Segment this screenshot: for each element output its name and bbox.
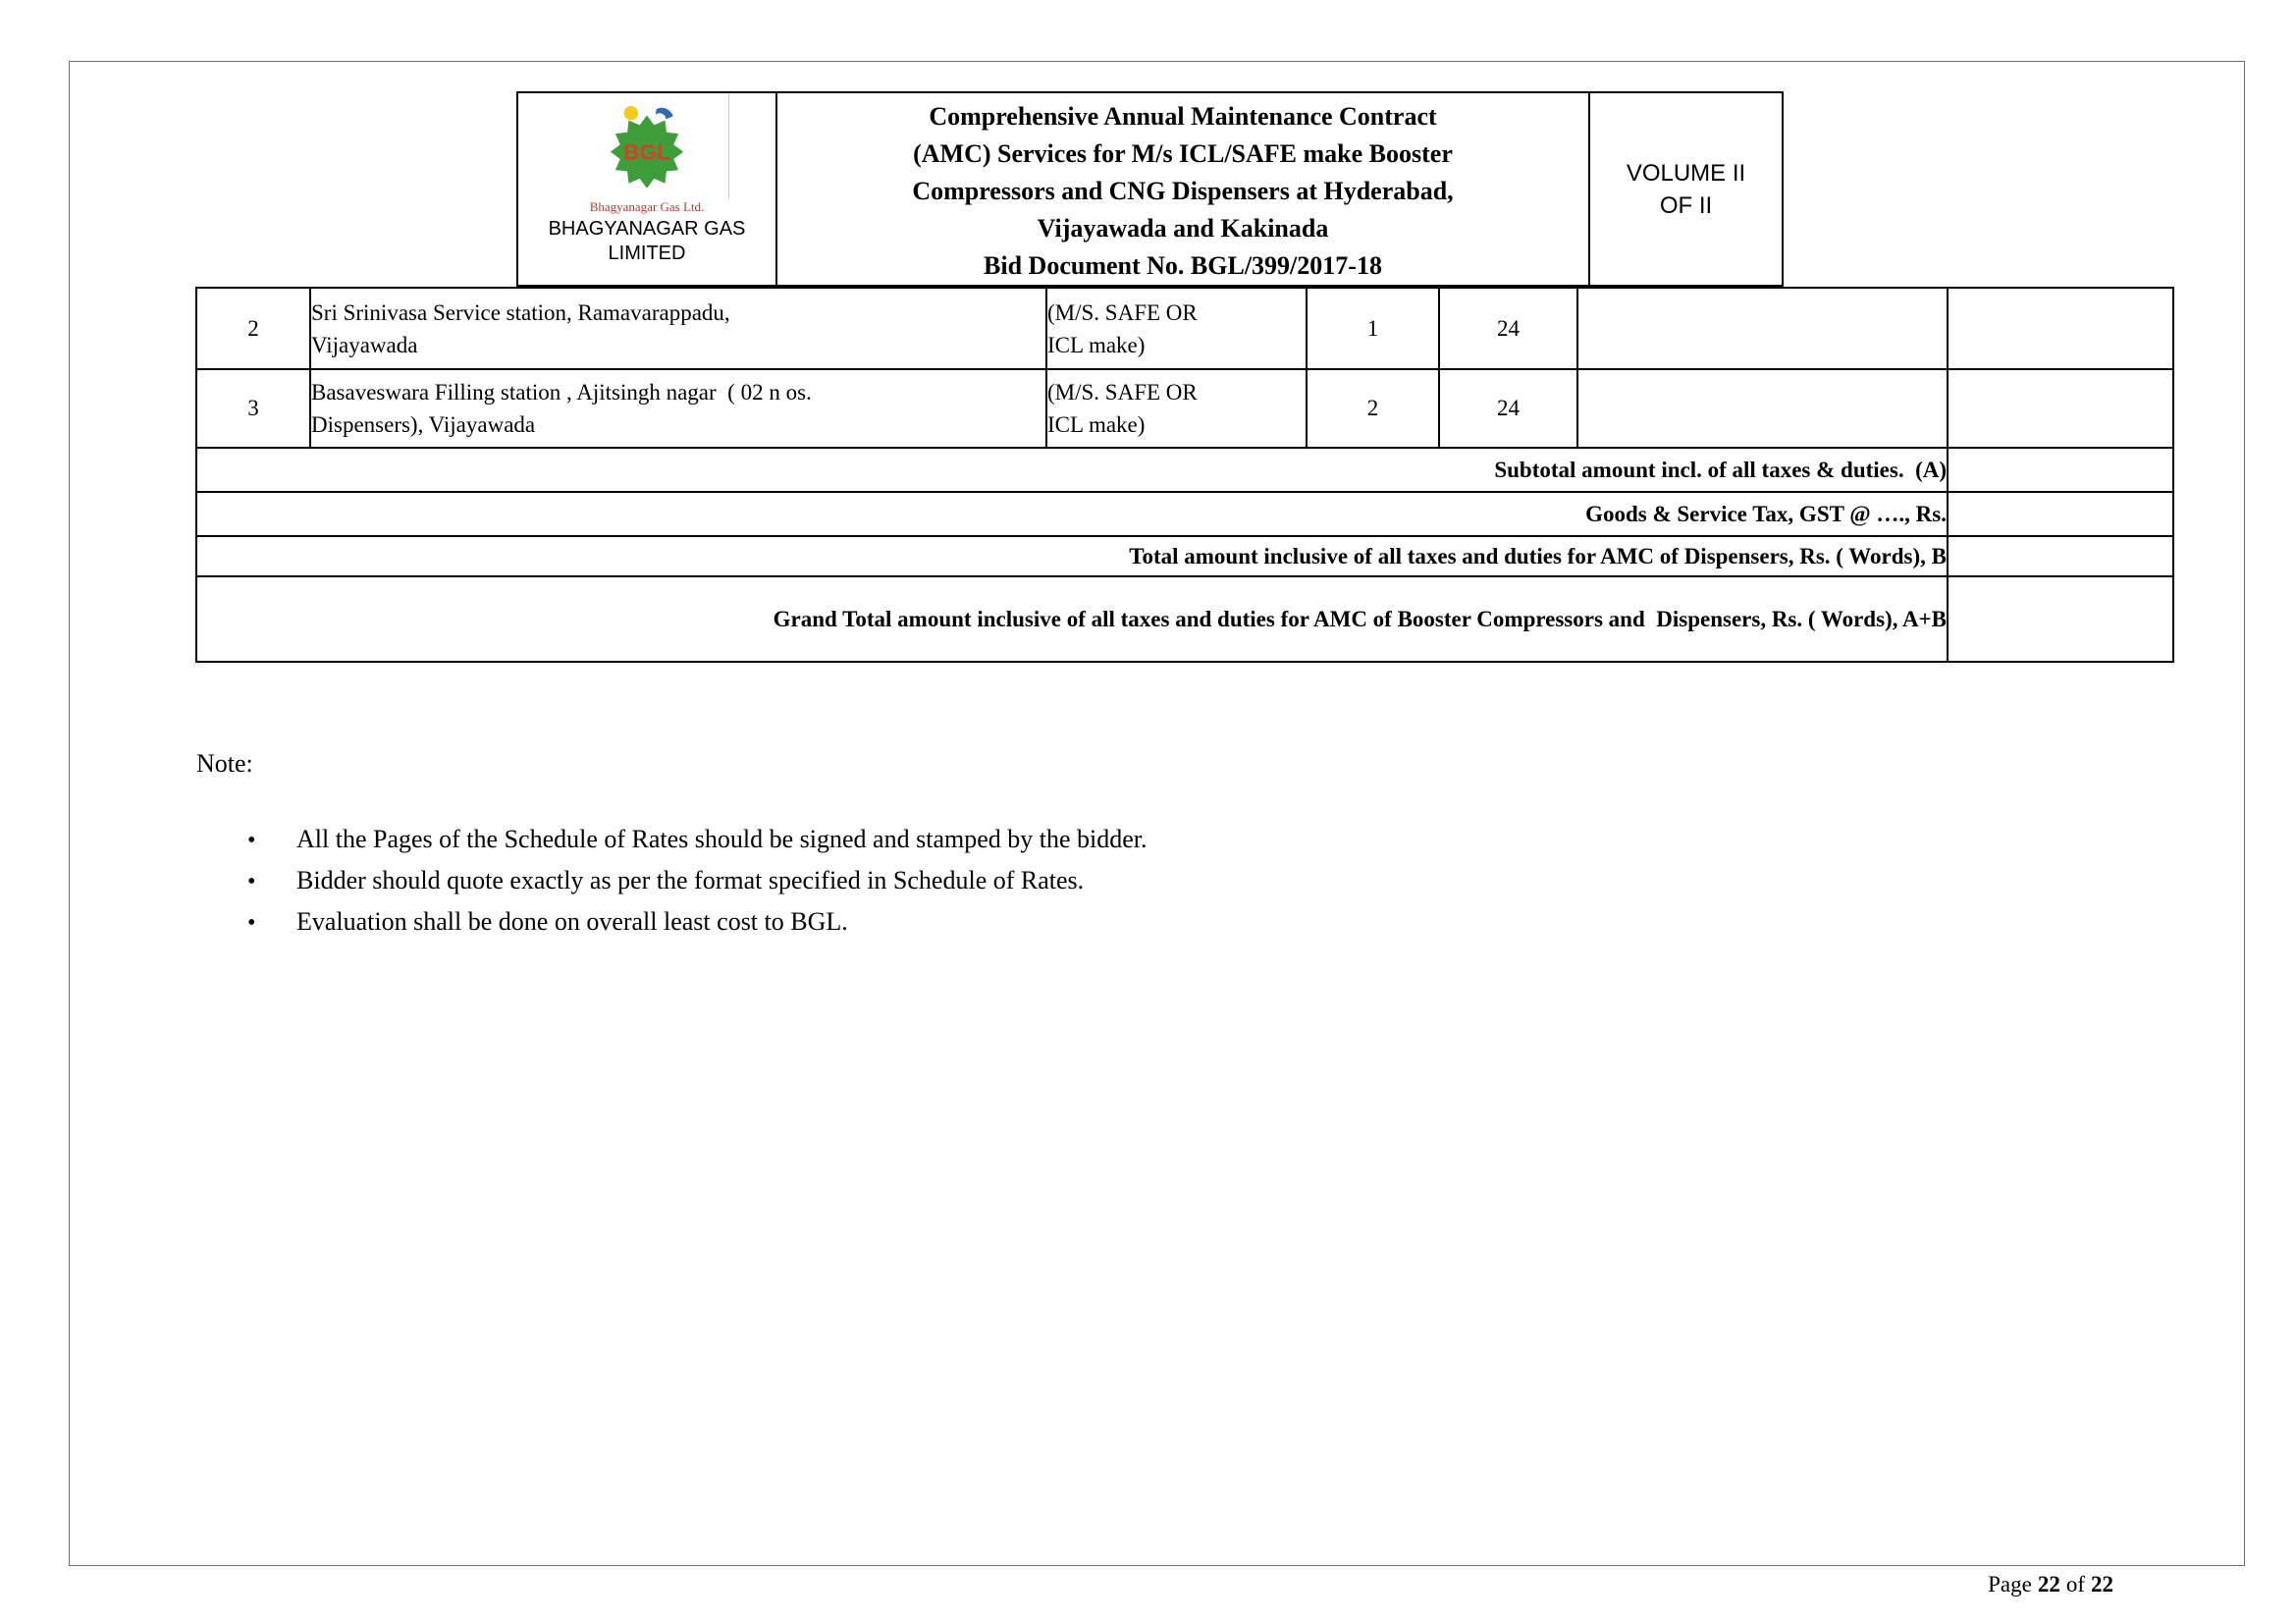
amount-cell	[1948, 288, 2173, 369]
make-cell	[1046, 369, 1307, 448]
grand-total-amount-cell	[1948, 576, 2173, 662]
header-volume-cell	[1590, 93, 1782, 285]
make-line: (M/S. SAFE OR	[1047, 380, 1198, 405]
document-title-line: Vijayawada and Kakinada	[1037, 214, 1329, 243]
total-pages: 22	[2091, 1572, 2113, 1597]
station-line: Vijayawada	[311, 332, 418, 357]
rate-cell	[1577, 369, 1948, 448]
amount-cell	[1948, 369, 2173, 448]
logo-yellow-dot	[624, 106, 639, 121]
gst-row	[196, 492, 2173, 536]
subtotal-row	[196, 448, 2173, 492]
months-cell: 24	[1439, 288, 1577, 369]
make-line: (M/S. SAFE OR	[1047, 299, 1198, 325]
volume-line: VOLUME II	[1626, 159, 1746, 187]
current-page: 22	[2037, 1572, 2060, 1597]
document-title-line: Compressors and CNG Dispensers at Hyderabad,	[912, 177, 1454, 205]
make-cell	[1046, 288, 1307, 369]
total-amount-cell	[1948, 536, 2173, 576]
gst-amount-cell	[1948, 492, 2173, 536]
note-text: All the Pages of the Schedule of Rates should be signed and stamped by the bidder.	[296, 825, 1148, 853]
subtotal-label: Subtotal amount incl. of all taxes & duties. (A)	[196, 448, 1948, 492]
company-name-line: LIMITED	[608, 243, 686, 264]
page-number	[1988, 1572, 2113, 1597]
table-row	[196, 288, 2173, 369]
station-cell	[310, 288, 1046, 369]
bullet-icon: •	[247, 828, 256, 853]
note-text: Evaluation shall be done on overall least cost to BGL.	[296, 907, 848, 936]
list-item	[247, 907, 1148, 948]
note-heading: Note:	[196, 749, 253, 778]
serial-number-cell: 2	[196, 288, 310, 369]
serial-number-cell: 3	[196, 369, 310, 448]
company-name	[518, 217, 775, 266]
gst-label: Goods & Service Tax, GST @ …., Rs.	[196, 492, 1948, 536]
document-title-line: (AMC) Services for M/s ICL/SAFE make Booster	[913, 139, 1453, 168]
grand-total-label: Grand Total amount inclusive of all taxes and duties for AMC of Booster Compressors and Dispensers, Rs. ( Words), A+B	[196, 576, 1948, 662]
make-line: ICL make)	[1047, 412, 1146, 437]
header-title-cell	[777, 93, 1590, 285]
page-word: Page	[1988, 1572, 2032, 1597]
schedule-of-rates-table	[195, 287, 2174, 663]
bid-document-number: Bid Document No. BGL/399/2017-18	[984, 251, 1382, 280]
months-cell: 24	[1439, 369, 1577, 448]
station-line: Dispensers), Vijayawada	[311, 412, 536, 437]
header-table	[516, 91, 1784, 287]
total-row	[196, 536, 2173, 576]
logo-caption: Bhagyanagar Gas Ltd.	[589, 199, 705, 214]
station-line: Sri Srinivasa Service station, Ramavarappadu,	[311, 299, 730, 325]
bullet-icon: •	[247, 869, 256, 894]
logo-bgl-text: BGL	[623, 139, 670, 165]
logo-blue-accent	[656, 108, 673, 120]
grand-total-row	[196, 576, 2173, 662]
company-name-line: BHAGYANAGAR GAS	[548, 218, 746, 240]
volume-line: OF II	[1659, 191, 1713, 219]
make-line: ICL make)	[1047, 332, 1146, 357]
logo-image-edge-line	[728, 93, 729, 199]
note-text: Bidder should quote exactly as per the format specified in Schedule of Rates.	[296, 866, 1085, 894]
bullet-icon: •	[247, 910, 256, 936]
of-word: of	[2065, 1572, 2085, 1597]
subtotal-amount-cell	[1948, 448, 2173, 492]
table-row	[196, 369, 2173, 448]
rate-cell	[1577, 288, 1948, 369]
note-list	[247, 825, 1148, 948]
list-item	[247, 825, 1148, 866]
bgl-logo	[573, 101, 721, 199]
header-logo-cell	[518, 93, 777, 285]
quantity-cell: 2	[1307, 369, 1439, 448]
station-cell	[310, 369, 1046, 448]
document-title-line: Comprehensive Annual Maintenance Contract	[929, 102, 1437, 131]
list-item	[247, 866, 1148, 907]
quantity-cell: 1	[1307, 288, 1439, 369]
station-line: Basaveswara Filling station , Ajitsingh nagar ( 02 n os.	[311, 380, 812, 405]
total-label: Total amount inclusive of all taxes and duties for AMC of Dispensers, Rs. ( Words), B	[196, 536, 1948, 576]
